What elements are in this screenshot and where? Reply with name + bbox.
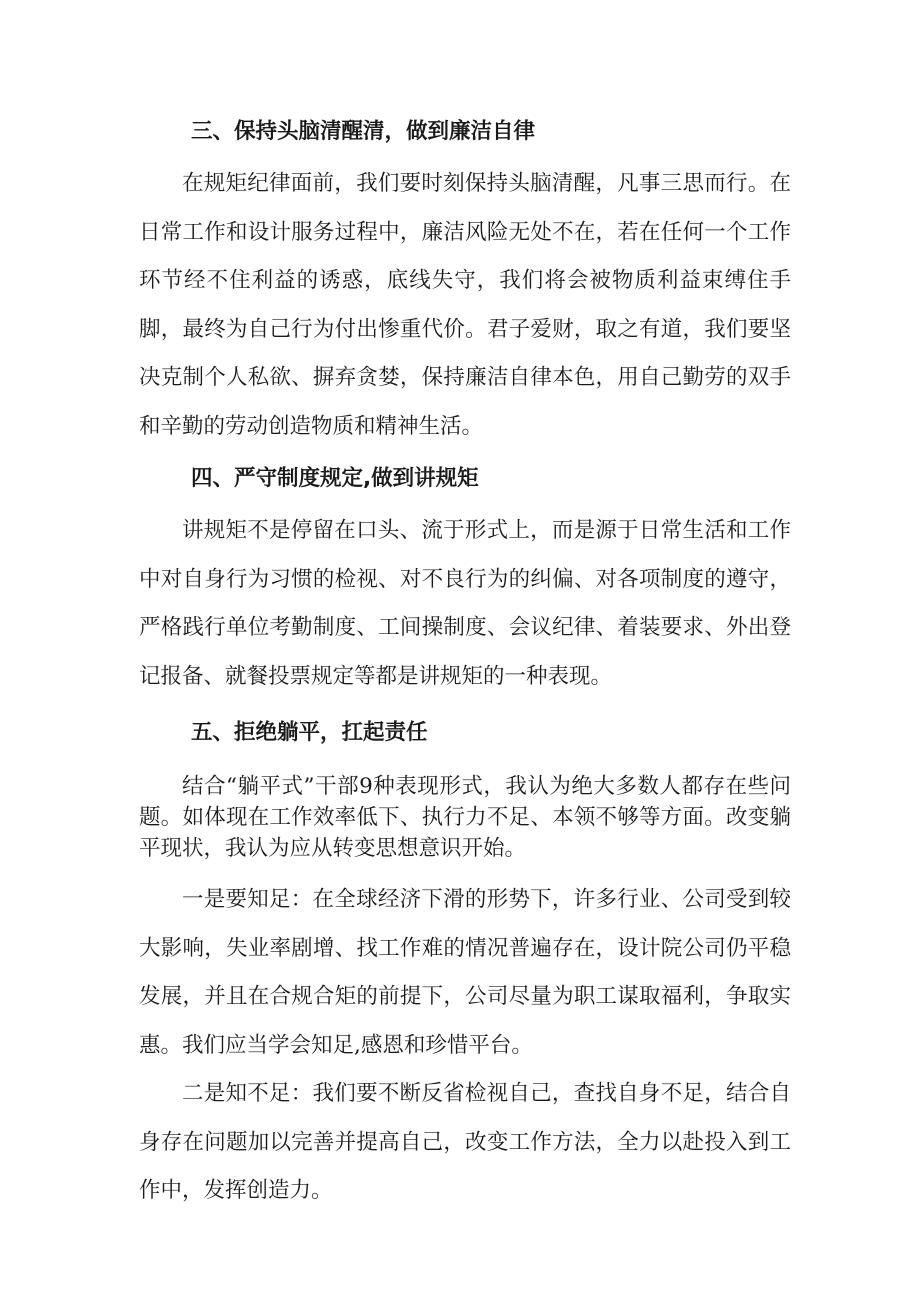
section-heading-5: 五、拒绝躺平，扛起责任: [191, 720, 428, 745]
section-5-paragraph-2: 一是要知足：在全球经济下滑的形势下，许多行业、公司受到较大影响，失业率剧增、找工作难的情况普遍存在，设计院公司仍平稳发展，并且在合规合矩的前提下，公司尽量为职工谋取福利，争取实惠。我们应当学会知足,感恩和珍惜平台。: [139, 887, 791, 1058]
section-4-paragraph-1: 讲规矩不是停留在口头、流于形式上，而是源于日常生活和工作中对自身行为习惯的检视、对不良行为的纠偏、对各项制度的遵守，严格践行单位考勤制度、工间操制度、会议纪律、着装要求、外出登记报备、就餐投票规定等都是讲规矩的一种表现。: [139, 518, 791, 689]
document-page: [139, 104, 791, 1216]
section-5-paragraph-3: 二是知不足：我们要不断反省检视自己，查找自身不足，结合自身存在问题加以完善并提高自己，改变工作方法，全力以赴投入到工作中，发挥创造力。: [139, 1081, 791, 1203]
section-3-paragraph-1: 在规矩纪律面前，我们要时刻保持头脑清醒，凡事三思而行。在日常工作和设计服务过程中，廉洁风险无处不在，若在任何一个工作环节经不住利益的诱惑，底线失守，我们将会被物质利益束缚住手脚，最终为自己行为付出惨重代价。君子爱财，取之有道，我们要坚决克制个人私欲、摒弃贪婪，保持廉洁自律本色，用自己勤劳的双手和辛勤的劳动创造物质和精神生活。: [139, 171, 791, 439]
section-5-paragraph-1: 结合“躺平式”干部9种表现形式，我认为绝大多数人都存在些问题。如体现在工作效率低下、执行力不足、本领不够等方面。改变躺平现状，我认为应从转变思想意识开始。: [139, 774, 791, 861]
section-heading-4: 四、严守制度规定,做到讲规矩: [191, 466, 479, 491]
section-heading-3: 三、保持头脑清醒清，做到廉洁自律: [191, 119, 536, 144]
